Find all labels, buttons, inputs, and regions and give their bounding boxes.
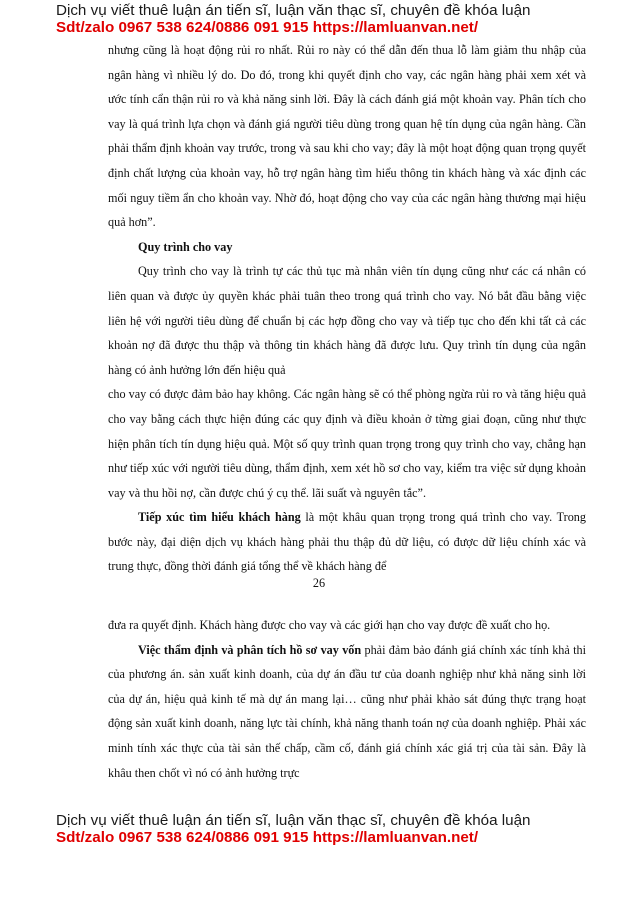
paragraph-decision: đưa ra quyết định. Khách hàng được cho vay và các giới hạn cho vay được đề xuất cho họ. xyxy=(108,618,551,632)
body-block-upper xyxy=(108,38,586,579)
paragraph-lending-process: Quy trình cho vay là trình tự các thủ tục mà nhân viên tín dụng cũng như các cá nhân có liên quan và được ủy quyền khác phải tuân theo trong quá trình cho vay. Nó bắt đầu bằng việc liên hệ với người tiêu dùng để chuẩn bị các hợp đồng cho vay và tiếp tục cho đến khi tất cả các khoản nợ đã được thu thập và thông tin khách hàng đã được lưu. Quy trình tín dụng của ngân hàng có ảnh hưởng lớn đến hiệu quả xyxy=(108,264,586,377)
header-contact-line[interactable]: Sdt/zalo 0967 538 624/0886 091 915 https://lamluanvan.net/ xyxy=(56,19,479,36)
heading-text: Quy trình cho vay xyxy=(138,239,233,254)
header-banner xyxy=(56,2,531,36)
footer-contact-line[interactable]: Sdt/zalo 0967 538 624/0886 091 915 https://lamluanvan.net/ xyxy=(56,829,479,846)
paragraph-loan-analysis: nhưng cũng là hoạt động rủi ro nhất. Rủi ro này có thể dẫn đến thua lỗ làm giảm thu nhập của ngân hàng vì nhiều lý do. Do đó, trong khi quyết định cho vay, các ngân hàng phải xem xét và ước tính cẩn thận rủi ro và khả năng sinh lời. Đây là cách đánh giá một khoản vay. Phân tích cho vay là quá trình lựa chọn và đánh giá người tiêu dùng trong quan hệ tín dụng của ngân hàng. Cần phải thẩm định khoản vay trước, trong và sau khi cho vay; đây là một hoạt động quan trọng quyết định chất lượng của khoản vay, hỗ trợ ngân hàng tìm hiểu thông tin khách hàng và xác định các mối nguy tiềm ẩn cho khoản vay. Nhờ đó, hoạt động cho vay của các ngân hàng thương mại hiệu quả hơn”. xyxy=(108,43,586,230)
bold-term-appraisal: Việc thẩm định và phân tích hồ sơ vay vốn xyxy=(138,642,362,657)
paragraph-appraisal xyxy=(108,638,586,786)
section-heading-lending-process xyxy=(108,235,586,260)
paragraph-appraisal-text: phải đảm bảo đánh giá chính xác tính khả thi của phương án. sản xuất kinh doanh, của dự án đầu tư của doanh nghiệp như khả năng sinh lời của dự án, hiệu quả kinh tế mà dự án mang lại… cũng như phải khảo sát đúng thực trạng hoạt động sản xuất kinh doanh, năng lực tài chính, khả năng thanh toán nợ của doanh nghiệp. Phải xác minh tính xác thực của tài sản thế chấp, cầm cố, đánh giá chính xác giá trị của tài sản. Đây là khâu then chốt vì nó có ảnh hưởng trực xyxy=(108,642,586,780)
body-block-lower xyxy=(108,613,586,785)
paragraph-customer-contact-text: là một khâu quan trọng trong quá trình cho vay. Trong bước này, đại diện dịch vụ khách hàng phải thu thập đủ dữ liệu, có được dữ liệu chính xác và trung thực, đồng thời đánh giá tổng thể về khách hàng để xyxy=(108,510,586,574)
footer-service-line: Dịch vụ viết thuê luận án tiến sĩ, luận văn thạc sĩ, chuyên đề khóa luận xyxy=(56,812,531,829)
header-service-line: Dịch vụ viết thuê luận án tiến sĩ, luận văn thạc sĩ, chuyên đề khóa luận xyxy=(56,2,531,19)
paragraph-customer-contact xyxy=(108,505,586,579)
footer-banner xyxy=(56,812,531,846)
bold-term-customer-contact: Tiếp xúc tìm hiểu khách hàng xyxy=(138,510,301,525)
paragraph-lending-process-cont: cho vay có được đảm bảo hay không. Các ngân hàng sẽ có thể phòng ngừa rủi ro và tăng hiệu quả cho vay bằng cách thực hiện đúng các quy định và điều khoản ở từng giai đoạn, cũng như thực hiện phân tích tín dụng hiệu quả. Một số quy trình quan trọng trong quy trình cho vay, chẳng hạn như tiếp xúc với người tiêu dùng, thẩm định, xem xét hồ sơ cho vay, kiểm tra việc sử dụng khoản vay và thu hồi nợ, cần được chú ý cụ thể. lãi suất và nguyên tắc”. xyxy=(108,387,586,500)
page-number: 26 xyxy=(312,576,326,590)
